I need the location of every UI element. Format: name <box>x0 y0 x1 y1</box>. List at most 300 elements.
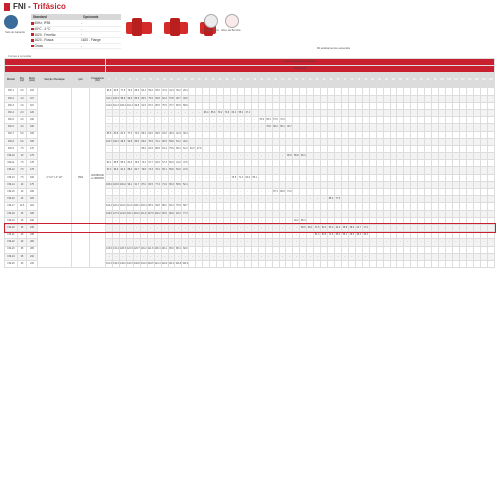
flow-value-cell <box>217 167 224 174</box>
flow-value-cell <box>376 131 383 138</box>
flow-value-cell <box>452 246 459 253</box>
flow-value-cell <box>348 131 355 138</box>
flow-value-cell: - <box>355 253 362 260</box>
flow-value-cell <box>203 131 210 138</box>
flow-value-cell: 64.4 <box>140 88 147 95</box>
flow-value-cell <box>369 232 376 239</box>
head-column-header: 28 <box>189 73 196 88</box>
flow-value-cell <box>383 224 390 231</box>
model-cell: FNI-23 <box>5 246 18 253</box>
flow-value-cell: 106.4 <box>154 246 161 253</box>
flow-value-cell: - <box>203 224 210 231</box>
flow-value-cell: - <box>217 196 224 203</box>
flow-value-cell <box>411 153 418 160</box>
opt-value: - <box>81 27 121 33</box>
flow-value-cell <box>376 109 383 116</box>
flow-value-cell: 85.3 <box>210 109 217 116</box>
flow-value-cell: 63.0 <box>244 174 251 181</box>
flow-value-cell: - <box>265 153 272 160</box>
flow-value-cell: - <box>224 153 231 160</box>
flow-value-cell <box>390 131 397 138</box>
flow-value-cell <box>272 109 279 116</box>
flow-value-cell: 62.0 <box>154 160 161 167</box>
flow-value-cell: - <box>175 232 182 239</box>
flow-value-cell <box>473 181 480 188</box>
flow-value-cell <box>390 117 397 124</box>
flow-value-cell <box>335 88 342 95</box>
flow-value-cell <box>397 88 404 95</box>
flow-value-cell: - <box>307 253 314 260</box>
flow-value-cell: - <box>341 239 348 246</box>
flow-value-cell <box>480 117 487 124</box>
flow-value-cell: - <box>272 153 279 160</box>
flow-value-cell <box>459 109 466 116</box>
flow-value-cell <box>452 181 459 188</box>
flow-value-cell: - <box>279 153 286 160</box>
flow-value-cell <box>439 153 446 160</box>
flow-value-cell <box>341 109 348 116</box>
flow-value-cell <box>383 189 390 196</box>
flow-value-cell <box>466 102 473 109</box>
flow-value-cell <box>487 167 494 174</box>
bullet-icon <box>31 39 34 42</box>
power-cell: 20 <box>18 239 27 246</box>
flow-value-cell: - <box>203 217 210 224</box>
flow-value-cell: - <box>119 239 126 246</box>
flow-value-cell <box>328 167 335 174</box>
flow-value-cell: - <box>133 224 140 231</box>
flow-value-cell <box>321 145 328 152</box>
flow-value-cell <box>466 203 473 210</box>
flow-value-cell <box>217 260 224 267</box>
flow-value-cell <box>432 167 439 174</box>
flow-value-cell: 86.8 <box>154 145 161 152</box>
flow-value-cell: 66.5 <box>161 138 168 145</box>
flow-value-cell <box>362 217 369 224</box>
flow-value-cell: 113.1 <box>168 260 175 267</box>
flow-value-cell <box>425 260 432 267</box>
flow-value-cell <box>439 196 446 203</box>
frequency-cell: 220/380/440 ou 380/660V <box>90 88 106 268</box>
flow-value-cell: - <box>175 253 182 260</box>
flow-value-cell <box>376 102 383 109</box>
flow-value-cell <box>418 260 425 267</box>
flow-value-cell <box>432 102 439 109</box>
flow-value-cell <box>425 109 432 116</box>
flow-value-cell <box>397 117 404 124</box>
head-column-header: 100 <box>439 73 446 88</box>
flow-value-cell: 53.3 <box>328 224 335 231</box>
flow-value-cell <box>473 253 480 260</box>
flow-value-cell: - <box>161 253 168 260</box>
flow-value-cell: 85.2 <box>119 160 126 167</box>
flow-value-cell <box>369 124 376 131</box>
flow-value-cell: 59.5 <box>154 131 161 138</box>
flow-value-cell <box>279 138 286 145</box>
flow-value-cell: - <box>230 217 237 224</box>
pump-volute <box>132 18 142 36</box>
flow-value-cell <box>355 138 362 145</box>
flow-value-cell <box>383 124 390 131</box>
flow-value-cell: - <box>113 145 120 152</box>
flow-value-cell <box>217 181 224 188</box>
power-cell: 7.5 <box>18 145 27 152</box>
model-cell: FNI-10 <box>5 153 18 160</box>
flow-value-cell <box>251 160 258 167</box>
flow-value-cell <box>230 131 237 138</box>
flow-value-cell: 57.3 <box>161 160 168 167</box>
head-column-header: 6 <box>113 73 120 88</box>
flow-value-cell: - <box>175 109 182 116</box>
flow-value-cell: - <box>133 124 140 131</box>
flow-value-cell: - <box>161 224 168 231</box>
flow-value-cell <box>446 138 453 145</box>
flow-value-cell <box>258 88 265 95</box>
flow-value-cell <box>335 181 342 188</box>
flow-value-cell: - <box>369 239 376 246</box>
flow-value-cell <box>293 203 300 210</box>
flow-value-cell <box>314 124 321 131</box>
flow-value-cell <box>383 102 390 109</box>
flow-value-cell <box>425 174 432 181</box>
flow-value-cell: 70.6 <box>224 109 231 116</box>
flow-value-cell <box>439 88 446 95</box>
flow-value-cell: 95.2 <box>140 145 147 152</box>
flow-value-cell <box>432 124 439 131</box>
flow-value-cell <box>404 253 411 260</box>
flow-value-cell: - <box>224 124 231 131</box>
flow-value-cell <box>452 102 459 109</box>
flow-value-cell <box>348 189 355 196</box>
flow-value-cell: 75.6 <box>175 203 182 210</box>
flow-value-cell: - <box>161 239 168 246</box>
flow-value-cell: - <box>126 217 133 224</box>
flow-value-cell <box>189 210 196 217</box>
flow-value-cell: - <box>293 232 300 239</box>
flow-value-cell <box>397 189 404 196</box>
flow-value-cell <box>432 253 439 260</box>
flow-value-cell: 90.5 <box>113 88 120 95</box>
flow-value-cell <box>439 109 446 116</box>
flow-value-cell: - <box>133 232 140 239</box>
flow-value-cell <box>397 246 404 253</box>
flow-value-cell <box>390 145 397 152</box>
flow-value-cell <box>265 88 272 95</box>
flow-value-cell <box>362 167 369 174</box>
flow-value-cell <box>279 181 286 188</box>
flow-value-cell <box>480 210 487 217</box>
flow-value-cell <box>314 203 321 210</box>
flow-value-cell <box>390 232 397 239</box>
flow-value-cell <box>439 224 446 231</box>
flow-value-cell: - <box>126 145 133 152</box>
flow-value-cell <box>335 167 342 174</box>
head-column-header: 48 <box>258 73 265 88</box>
flow-value-cell <box>272 88 279 95</box>
flow-value-cell: 46.5 <box>348 232 355 239</box>
flow-value-cell: - <box>321 239 328 246</box>
flow-value-cell <box>432 246 439 253</box>
flow-value-cell <box>397 217 404 224</box>
flow-value-cell <box>411 95 418 102</box>
flow-value-cell <box>473 260 480 267</box>
flow-value-cell <box>397 196 404 203</box>
flow-value-cell <box>404 95 411 102</box>
flow-value-cell <box>459 117 466 124</box>
rotor-cell: 215 <box>27 260 38 267</box>
flow-value-cell: - <box>244 239 251 246</box>
flow-value-cell <box>439 260 446 267</box>
flow-value-cell: - <box>154 117 161 124</box>
flow-value-cell <box>376 246 383 253</box>
flow-value-cell <box>376 210 383 217</box>
flow-value-cell: - <box>119 109 126 116</box>
flow-value-cell <box>237 260 244 267</box>
flow-value-cell <box>439 181 446 188</box>
table-banner-row <box>5 59 495 66</box>
flow-value-cell <box>286 210 293 217</box>
flow-value-cell: - <box>251 217 258 224</box>
flow-value-cell <box>473 95 480 102</box>
flow-value-cell: 120.4 <box>106 203 113 210</box>
flow-value-cell <box>203 138 210 145</box>
flow-value-cell: - <box>265 217 272 224</box>
flow-value-cell <box>425 203 432 210</box>
flow-value-cell: - <box>126 189 133 196</box>
flow-value-cell: 105.2 <box>106 181 113 188</box>
flow-value-cell: - <box>106 189 113 196</box>
flow-value-cell <box>251 109 258 116</box>
flow-value-cell <box>369 153 376 160</box>
flow-value-cell <box>397 109 404 116</box>
flow-value-cell: - <box>133 117 140 124</box>
flow-value-cell <box>251 88 258 95</box>
flow-value-cell: 134.0 <box>140 260 147 267</box>
flow-value-cell: - <box>119 253 126 260</box>
flow-value-cell <box>376 253 383 260</box>
flow-value-cell <box>279 167 286 174</box>
flow-value-cell: 62.2 <box>161 95 168 102</box>
flow-value-cell <box>279 95 286 102</box>
flow-value-cell <box>286 260 293 267</box>
flow-value-cell <box>321 189 328 196</box>
flow-value-cell: 82.0 <box>182 246 189 253</box>
flow-value-cell <box>293 246 300 253</box>
flow-value-cell <box>210 131 217 138</box>
flow-value-cell <box>307 95 314 102</box>
flow-value-cell <box>258 138 265 145</box>
flow-value-cell <box>224 138 231 145</box>
flow-value-cell <box>341 203 348 210</box>
flow-value-cell <box>321 88 328 95</box>
flow-value-cell <box>404 102 411 109</box>
flow-value-cell <box>425 181 432 188</box>
flow-value-cell <box>411 210 418 217</box>
flow-value-cell <box>487 174 494 181</box>
flow-value-cell <box>300 246 307 253</box>
flow-value-cell: - <box>154 232 161 239</box>
flow-value-cell: 91.3 <box>119 167 126 174</box>
flow-value-cell <box>300 95 307 102</box>
flow-value-cell: - <box>258 124 265 131</box>
flow-value-cell <box>279 131 286 138</box>
pump-volute <box>170 18 180 36</box>
flow-value-cell <box>224 167 231 174</box>
flow-value-cell <box>369 260 376 267</box>
flow-value-cell <box>466 174 473 181</box>
flow-value-cell <box>362 102 369 109</box>
flow-value-cell <box>411 124 418 131</box>
flow-value-cell: - <box>293 224 300 231</box>
flow-value-cell: - <box>196 189 203 196</box>
flow-value-cell: - <box>133 196 140 203</box>
spec-label: Grass <box>34 44 44 49</box>
flow-value-cell <box>258 131 265 138</box>
flow-value-cell <box>203 181 210 188</box>
flow-value-cell <box>300 160 307 167</box>
flow-value-cell <box>446 210 453 217</box>
image-caption: Selo Mecânico <box>200 28 220 32</box>
flow-value-cell <box>348 88 355 95</box>
flow-value-cell <box>196 160 203 167</box>
flow-value-cell: 65.5 <box>175 102 182 109</box>
flow-value-cell <box>328 181 335 188</box>
flow-value-cell <box>418 102 425 109</box>
flow-value-cell: - <box>189 153 196 160</box>
flow-value-cell <box>383 217 390 224</box>
flow-value-cell <box>286 88 293 95</box>
flow-value-cell: - <box>140 224 147 231</box>
flow-value-cell: 90.1 <box>106 160 113 167</box>
flow-value-cell <box>307 210 314 217</box>
flow-value-cell: - <box>237 232 244 239</box>
head-column-header: 68 <box>328 73 335 88</box>
flow-value-cell: - <box>217 174 224 181</box>
head-column-header: 78 <box>362 73 369 88</box>
head-column-header: 92 <box>411 73 418 88</box>
flow-value-cell <box>369 117 376 124</box>
flow-value-cell <box>258 181 265 188</box>
flow-value-cell <box>328 217 335 224</box>
flow-value-cell <box>341 145 348 152</box>
model-cell: FNI-14 <box>5 181 18 188</box>
flow-value-cell: - <box>175 217 182 224</box>
flow-value-cell <box>397 253 404 260</box>
flow-value-cell <box>459 217 466 224</box>
flow-value-cell <box>446 95 453 102</box>
flow-value-cell: 69.8 <box>154 95 161 102</box>
flow-value-cell: 58.6 <box>182 102 189 109</box>
flow-value-cell: 59.6 <box>147 88 154 95</box>
flow-value-cell: 79.8 <box>140 167 147 174</box>
flow-value-cell: - <box>237 253 244 260</box>
flow-value-cell: - <box>175 153 182 160</box>
flow-value-cell: 88.4 <box>126 167 133 174</box>
image-caption: Eixo da Bomba <box>221 28 241 32</box>
flow-value-cell <box>411 131 418 138</box>
flow-value-cell <box>355 196 362 203</box>
flow-value-cell <box>293 109 300 116</box>
flow-value-cell <box>432 95 439 102</box>
flow-value-cell <box>480 153 487 160</box>
flow-value-cell: - <box>286 232 293 239</box>
rotor-cell: 170 <box>27 145 38 152</box>
flow-value-cell: - <box>196 109 203 116</box>
flow-value-cell <box>459 210 466 217</box>
flow-value-cell: 73.0 <box>133 131 140 138</box>
flow-value-cell: - <box>119 153 126 160</box>
flow-value-cell: - <box>224 239 231 246</box>
flow-value-cell <box>439 124 446 131</box>
flow-value-cell <box>487 88 494 95</box>
flow-value-cell <box>217 138 224 145</box>
bullet-icon <box>31 22 34 25</box>
flow-value-cell <box>466 253 473 260</box>
power-cell: 0.6 <box>18 88 27 95</box>
flow-value-cell: 77.3 <box>126 131 133 138</box>
flow-value-cell <box>425 167 432 174</box>
flow-value-cell <box>459 260 466 267</box>
rotor-cell: 184 <box>27 196 38 203</box>
flow-value-cell: - <box>168 196 175 203</box>
model-cell: FNI-20 <box>5 224 18 231</box>
flow-value-cell <box>473 145 480 152</box>
flow-value-cell <box>459 203 466 210</box>
flow-value-cell: - <box>300 196 307 203</box>
flow-value-cell <box>376 117 383 124</box>
opt-value: 1620 - Flange <box>81 38 121 44</box>
flow-value-cell <box>286 131 293 138</box>
flow-value-cell: - <box>279 224 286 231</box>
suction-cell: 2" 1/2" x 2" 1/2" <box>38 88 72 268</box>
flow-value-cell <box>328 160 335 167</box>
flow-value-cell: - <box>473 239 480 246</box>
power-cell: 1.0 <box>18 95 27 102</box>
flow-value-cell: - <box>182 253 189 260</box>
model-cell: FNI-25 <box>5 260 18 267</box>
flow-value-cell <box>258 203 265 210</box>
flow-value-cell: 96.5 <box>119 138 126 145</box>
flow-value-cell: - <box>362 253 369 260</box>
flow-value-cell <box>251 131 258 138</box>
flow-value-cell <box>376 95 383 102</box>
flow-value-cell <box>404 246 411 253</box>
flow-value-cell <box>397 138 404 145</box>
flow-value-cell: - <box>147 239 154 246</box>
flow-value-cell: - <box>203 232 210 239</box>
flow-value-cell: - <box>272 232 279 239</box>
flow-value-cell: 100.2 <box>119 181 126 188</box>
flow-value-cell <box>321 131 328 138</box>
flow-value-cell: - <box>265 232 272 239</box>
flow-value-cell: - <box>189 109 196 116</box>
flow-value-cell <box>446 145 453 152</box>
flow-value-cell <box>452 203 459 210</box>
flow-value-cell <box>328 88 335 95</box>
flow-value-cell: - <box>411 239 418 246</box>
flow-value-cell <box>237 181 244 188</box>
flow-value-cell <box>446 224 453 231</box>
flow-value-cell: 91.2 <box>293 217 300 224</box>
flow-value-cell <box>328 189 335 196</box>
head-column-header: 38 <box>224 73 231 88</box>
flow-value-cell <box>418 246 425 253</box>
flow-value-cell <box>432 210 439 217</box>
flow-value-cell <box>452 174 459 181</box>
flow-value-cell <box>418 189 425 196</box>
flow-value-cell <box>307 109 314 116</box>
head-column-header: 90 <box>404 73 411 88</box>
